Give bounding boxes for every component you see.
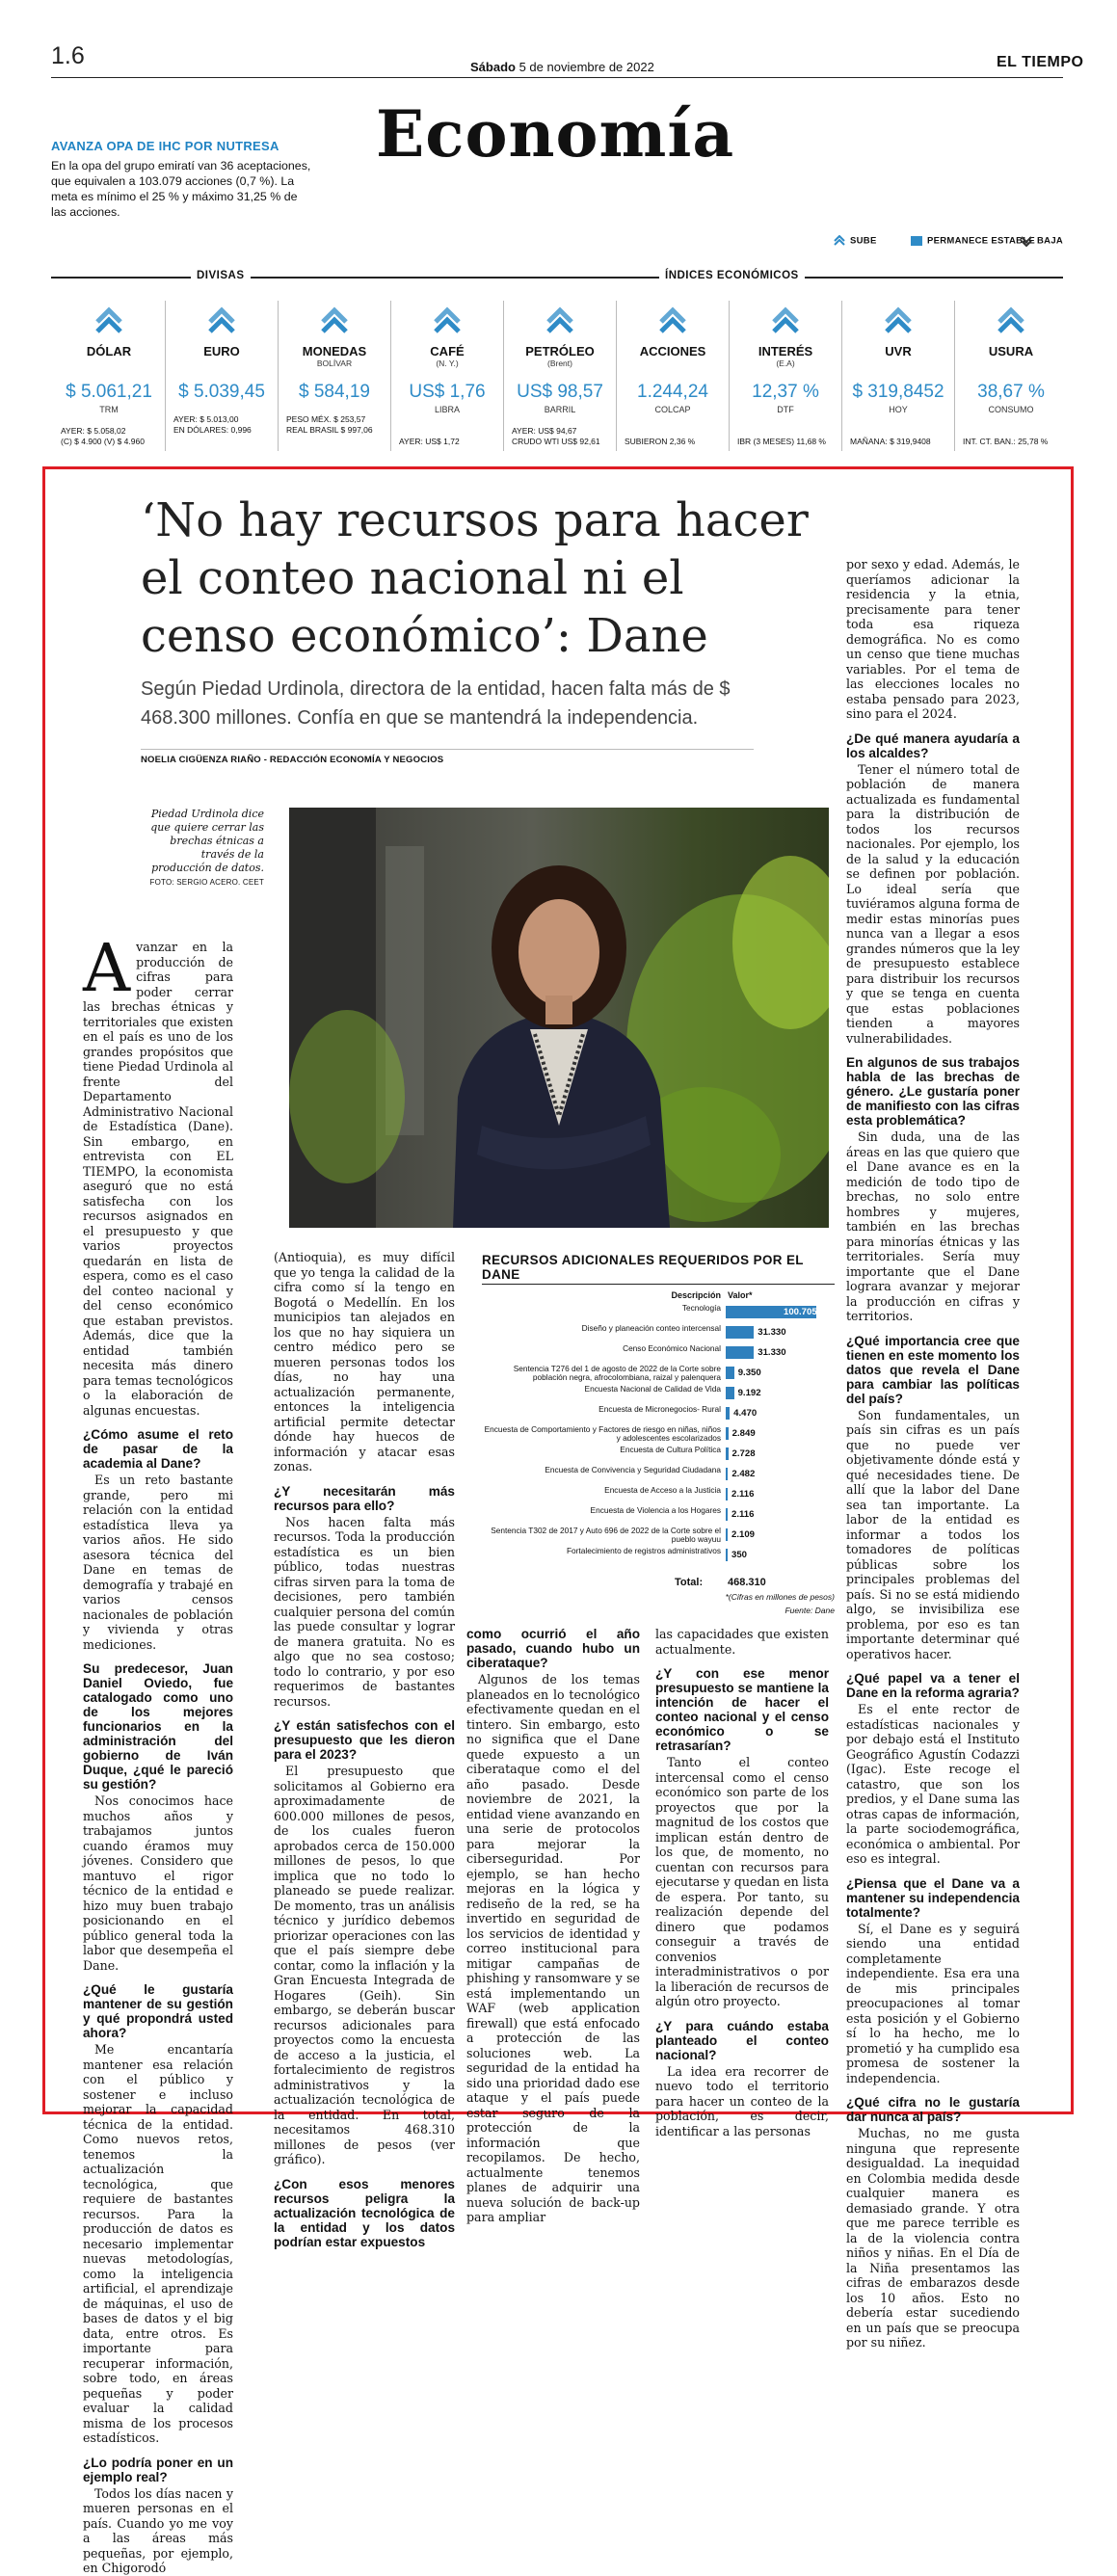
photo-caption: Piedad Urdinola dice que quiere cerrar las brechas étnicas a través de la producción de datos. FOTO: SERGIO ACERO. CEET	[149, 808, 264, 887]
body-paragraph: Me encantaría mantener esa relación con el público y sostener e incluso mejorar la capacidad técnica de la entidad. Como nuevos retos, tenemos la actualización tecnológica, que requiere de bastantes recursos. Para la producción de datos es necesario implementar nuevas metodologías, como la inteligencia artificial, el aprendizaje de máquinas, el uso de bases de datos y el big data, entre otros. Es importante para recuperar información, sobre todo, en áreas pequeñas y poder evaluar la calidad misma de los procesos estadísticos.	[83, 2042, 233, 2445]
chart-total-value: 468.310	[728, 1577, 766, 1588]
body-paragraph: Sin duda, una de las áreas en las que quiero que el Dane avance es en la medición de todo tipo de brechas, no solo entre hombres y mujeres, también en las brechas para minorías étnicas y las territoriales. Sería muy importante que el Dane lograra avanzar y mejorar la producción en cifras y territorios.	[846, 1129, 1020, 1323]
indicator-sub	[842, 359, 954, 368]
chart-category-label: Encuesta de Acceso a la Justicia	[604, 1485, 721, 1495]
question-heading: En algunos de sus trabajos habla de las brechas de género. ¿Le gustaría poner de manifiesto con las cifras esta problemática?	[846, 1055, 1020, 1128]
body-paragraph: Algunos de los temas planeados en lo tecnológico efectivamente quedan en el tintero. Sin embargo, esto no significa que el Dane quede expuesto a un ciberataque como el del año pasado. Desde noviembre de 2021, la entidad viene avanzando en una serie de protocolos para mejorar la ciberseguridad. Por ejemplo, se han hecho mejoras en la lógica y rediseño de la red, se ha invertido en seguridad de los servicios de identidad y correo institucional para mitigar campañas de phishing y ransomware y se está implementando un WAF (web application firewall) que está enfocado a protección de las soluciones web. La seguridad de la entidad ha sido una prioridad dado ese ataque y el país puede estar seguro de la protección de la información que recopilamos. De hecho, actualmente tenemos planes de adquirir una nueva solución de back-up para ampliar	[466, 1672, 640, 2224]
up-arrow-icon	[320, 306, 349, 335]
chart-row	[482, 1425, 835, 1446]
stable-icon	[910, 235, 923, 247]
chart-category-label: Encuesta de Convivencia y Seguridad Ciudadana	[545, 1465, 721, 1474]
chart-value-label: 2.116	[731, 1489, 755, 1500]
indicator-unit: BARRIL	[544, 405, 576, 414]
indicator-name: USURA	[988, 344, 1034, 359]
indicator-unit: CONSUMO	[988, 405, 1034, 414]
body-paragraph: Nos conocimos hace muchos años y trabajamos juntos cuando éramos muy jóvenes. Considero que mantuvo el rigor técnico de la entidad e hizo muy buen trabajo posicionando en el público general toda la labor que desempeña el Dane.	[83, 1793, 233, 1973]
chart-category-label: Censo Económico Nacional	[623, 1343, 721, 1353]
indicator-name: CAFÉ	[430, 344, 465, 359]
indicator-name: INTERÉS	[758, 344, 813, 359]
chart-col-value: Valor*	[728, 1290, 753, 1300]
indicator-1	[166, 301, 279, 451]
indicator-footnote: AYER: $ 5.013,00 EN DÓLARES: 0,996	[173, 414, 252, 435]
question-heading: ¿De qué manera ayudaría a los alcaldes?	[846, 730, 1020, 760]
question-heading: ¿Y necesitarán más recursos para ello?	[274, 1483, 455, 1513]
portrait-photo	[289, 808, 829, 1228]
chart-value-label: 9.350	[737, 1368, 761, 1378]
up-arrow-icon	[997, 306, 1025, 335]
chart-bar	[726, 1447, 729, 1460]
question-heading: Su predecesor, Juan Daniel Oviedo, fue catalogado como uno de los mejores funcionarios en la administración del gobierno de Iván Duque, ¿qué le pareció su gestión?	[83, 1661, 233, 1792]
up-arrow-icon	[658, 306, 687, 335]
down-arrow-icon	[1020, 235, 1033, 247]
indicator-footnote: MAÑANA: $ 319,9408	[850, 436, 931, 446]
indicator-name: MONEDAS	[302, 344, 367, 359]
indicator-5	[617, 301, 730, 451]
indicator-value: 38,67 %	[977, 382, 1045, 402]
chart-row	[482, 1547, 835, 1567]
drop-cap: A	[83, 931, 131, 1007]
up-arrow-icon	[884, 306, 913, 335]
indicator-sub	[166, 359, 278, 368]
resources-chart	[482, 1253, 835, 1615]
chart-category-label: Encuesta de Cultura Política	[620, 1445, 721, 1454]
chart-bar	[726, 1407, 730, 1420]
indicator-footnote: AYER: US$ 94,67 CRUDO WTI US$ 92,61	[512, 426, 600, 446]
newspaper-brand: EL TIEMPO	[997, 54, 1084, 70]
indicator-value: 1.244,24	[637, 382, 708, 402]
chart-row	[482, 1365, 835, 1385]
chart-total-label: Total:	[675, 1577, 704, 1588]
chart-row	[482, 1344, 835, 1365]
issue-date: Sábado 5 de noviembre de 2022	[470, 60, 654, 74]
indicator-sub	[955, 359, 1067, 368]
legend-stable: PERMANECE ESTABLE	[910, 235, 1035, 247]
promo-body: En la opa del grupo emiratí van 36 aceptaciones, que equivalen a 103.079 acciones (0,7 %). La meta es mínimo el 25 % y máximo 31,25 % de las acciones.	[51, 159, 311, 219]
body-paragraph: por sexo y edad. Además, le queríamos adicionar la residencia y la etnia, precisamente para tener toda esa riqueza demográfica. No es como un censo que tiene muchas variables. Por el tema de las elecciones locales no estaba pensado para 2023, sino para el 2024.	[846, 557, 1020, 721]
body-paragraph: La idea era recorrer de nuevo todo el territorio para hacer un conteo de la población, es decir, identificar a las personas	[655, 2063, 829, 2138]
chart-category-label: Sentencia T276 del 1 de agosto de 2022 de la Corte sobre población negra, afrocolombiana, raizal y palenquera	[513, 1364, 721, 1382]
question-heading: ¿Cómo asume el reto de pasar de la academia al Dane?	[83, 1427, 233, 1471]
chart-value-label: 2.482	[731, 1469, 756, 1479]
up-arrow-icon	[771, 306, 800, 335]
chart-category-label: Fortalecimiento de registros administrativos	[566, 1546, 721, 1555]
indicator-3	[391, 301, 504, 451]
indicator-footnote: SUBIERON 2,36 %	[625, 436, 696, 446]
article-column-3	[466, 1627, 640, 2225]
body-paragraph: Avanzar en la producción de cifras para poder cerrar las brechas étnicas y territoriales que existen en el país es uno de los grandes propósitos que tiene Piedad Urdinola al frente del Departamento Administrativo Nacional de Estadística (Dane). Sin embargo, en entrevista con EL TIEMPO, la economista aseguró que no está satisfecha con los recursos asignados en el presupuesto y que varios proyectos quedarán en lista de espera, como es el caso del conteo nacional y del censo económico que estaban previstos. Además, dice que la entidad también necesita más dinero para temas tecnológicos o la elaboración de algunas encuestas.	[83, 931, 233, 1418]
chart-value-label: 2.116	[731, 1509, 755, 1520]
chart-bar	[726, 1468, 728, 1480]
body-paragraph: (Antioquia), es muy difícil que yo tenga la calidad de la cifra como sí la tengo en Bogotá o Medellín. En los municipios tan alejados en los que no hay siquiera un centro médico pero se mueren personas todos los días, no hay una actualización permanente, entonces la inteligencia artificial permite detectar dónde hay huecos de información y atacar esas zonas.	[274, 1250, 455, 1474]
chart-bar	[726, 1346, 754, 1359]
portrait-illustration	[289, 808, 829, 1228]
chart-value-label: 2.109	[731, 1529, 756, 1540]
chart-rule	[482, 1284, 835, 1285]
chart-row	[482, 1486, 835, 1506]
indicator-unit: COLCAP	[654, 405, 691, 414]
body-paragraph: Muchas, no me gusta ninguna que represente desigualdad. La inequidad en Colombia medida desde cualquier manera es demasiado grande. Y otra que me parece terrible es la de la violencia contra niños y niñas. En el Día de la Niña presentamos las cifras de embarazos desde los 10 años. Esto no debería estar sucediendo en un país que se preocupa por su niñez.	[846, 2126, 1020, 2350]
indicator-footnote: AYER: $ 5.058,02 (C) $ 4.900 (V) $ 4.960	[61, 426, 145, 446]
chart-bar	[726, 1427, 729, 1440]
chart-note: *(Cifras en millones de pesos)	[725, 1592, 835, 1602]
question-heading: ¿Piensa que el Dane va a mantener su independencia totalmente?	[846, 1875, 1020, 1920]
chart-row	[482, 1324, 835, 1344]
body-paragraph: El presupuesto que solicitamos al Gobierno era aproximadamente de 600.000 millones de pesos, de los cuales fueron aprobados cerca de 150.000 millones de pesos, lo que implica que no todo lo planeado se puede realizar. De momento, tras un análisis técnico y jurídico debemos priorizar operaciones con las que el país siempre debe contar, como la inflación y la Gran Encuesta Integrada de Hogares (Geih). Sin embargo, se deberán buscar recursos adicionales para proyectos como la encuesta de acceso a la justicia, el fortalecimiento de registros administrativos y la actualización tecnológica de la entidad. En total, necesitamos 468.310 millones de pesos (ver gráfico).	[274, 1764, 455, 2166]
indicator-value: $ 584,19	[299, 382, 370, 402]
indicator-sub: (E.A)	[776, 359, 795, 368]
question-heading: ¿Y están satisfechos con el presupuesto que les dieron para el 2023?	[274, 1718, 455, 1762]
question-heading: ¿Qué papel va a tener el Dane en la reforma agraria?	[846, 1671, 1020, 1700]
indicator-footnote: AYER: US$ 1,72	[399, 436, 460, 446]
question-heading: ¿Y para cuándo estaba planteado el conteo nacional?	[655, 2018, 829, 2062]
indicator-name: UVR	[885, 344, 912, 359]
body-paragraph: Es el ente rector de estadísticas nacionales y por debajo está el Instituto Geográfico Agustín Codazzi (Igac). Este recoge el catastro, que son los predios, y el Dane suma las otras capas de información, la parte sociodemográfica, económica o ambiental. Por eso es integral.	[846, 1702, 1020, 1866]
band-indices: ÍNDICES ECONÓMICOS	[659, 270, 805, 281]
up-arrow-icon	[94, 306, 123, 335]
section-title: Economía	[376, 96, 735, 172]
band-divisas: DIVISAS	[191, 270, 251, 281]
indicator-2	[279, 301, 391, 451]
up-arrow-icon	[207, 306, 236, 335]
chart-value-label: 100.705	[784, 1307, 817, 1317]
chart-value-label: 350	[731, 1550, 748, 1560]
indicator-7	[842, 301, 955, 451]
chart-value-label: 31.330	[758, 1327, 786, 1338]
page-number: 1.6	[51, 42, 85, 69]
photo-credit: FOTO: SERGIO ACERO. CEET	[149, 878, 264, 887]
indicator-sub	[53, 359, 165, 368]
body-paragraph: Sí, el Dane es y seguirá siendo una entidad completamente independiente. Esa era una de mis principales preocupaciones al tomar esta posición y el Gobierno sí lo ha hecho, me lo prometió y ha cumplido esa promesa de sostener la independencia.	[846, 1921, 1020, 2085]
chart-category-label: Encuesta de Violencia a los Hogares	[590, 1505, 721, 1515]
indicator-value: US$ 1,76	[409, 382, 486, 402]
chart-bar	[726, 1549, 728, 1561]
up-arrow-icon	[545, 306, 574, 335]
chart-row	[482, 1304, 835, 1324]
indicator-0	[53, 301, 166, 451]
question-heading: ¿Con esos menores recursos peligra la actualización tecnológica de la entidad y los datos podrían estar expuestos	[274, 2176, 455, 2249]
chart-category-label: Diseño y planeación conteo intercensal	[581, 1323, 721, 1333]
chart-row	[482, 1385, 835, 1405]
indicator-value: US$ 98,57	[517, 382, 603, 402]
chart-row	[482, 1405, 835, 1425]
up-arrow-icon	[433, 306, 462, 335]
chart-bar	[726, 1326, 754, 1339]
indicator-sub	[617, 359, 729, 368]
indicator-unit: LIBRA	[434, 405, 460, 414]
chart-value-label: 4.470	[733, 1408, 758, 1419]
headline: ‘No hay recursos para hacer el conteo nacional ni el censo económico’: Dane	[141, 493, 809, 663]
indicator-footnote: PESO MÉX. $ 253,57 REAL BRASIL $ 997,06	[286, 414, 373, 435]
chart-row	[482, 1527, 835, 1547]
chart-category-label: Encuesta de Comportamiento y Factores de riesgo en niñas, niños y adolescentes escolarizados	[484, 1424, 721, 1443]
chart-category-label: Encuesta Nacional de Calidad de Vida	[584, 1384, 721, 1394]
article-column-4	[655, 1627, 829, 2138]
chart-bar	[726, 1387, 734, 1399]
body-paragraph: Todos los días nacen y mueren personas en el país. Cuando yo me voy a las áreas más pequeñas, por ejemplo, en Chigorodó	[83, 2485, 233, 2575]
body-paragraph: Tanto el conteo intercensal como el censo económico son parte de los proyectos que por la magnitud de los costos que implican están dentro de los que, de momento, no cuentan con recursos para ejecutarse y quedan en lista de espera. Por tanto, su realización depende del dinero que podamos conseguir a través de convenios interadministrativos o por la liberación de recursos de algún otro proyecto.	[655, 1755, 829, 2008]
chart-bar	[726, 1528, 728, 1541]
indicator-unit: DTF	[777, 405, 794, 414]
dek: Según Piedad Urdinola, directora de la entidad, hacen falta más de $ 468.300 millones. Confía en que se mantendrá la independencia.	[141, 678, 731, 729]
legend-up: SUBE	[833, 235, 877, 247]
question-heading: ¿Y con ese menor presupuesto se mantiene la intención de hacer el conteo nacional y el censo económico o se retrasarían?	[655, 1666, 829, 1753]
question-heading: ¿Qué cifra no le gustaría dar nunca al país?	[846, 2095, 1020, 2124]
article-column-5	[846, 557, 1020, 2350]
indicator-value: 12,37 %	[752, 382, 819, 402]
chart-value-label: 2.728	[731, 1448, 756, 1459]
byline-rule	[141, 749, 754, 750]
indicator-sub: BOLÍVAR	[316, 359, 353, 368]
article-column-1	[83, 931, 233, 2576]
question-heading: como ocurrió el año pasado, cuando hubo un ciberataque?	[466, 1627, 640, 1670]
up-arrow-icon	[833, 235, 846, 247]
indicator-name: DÓLAR	[86, 344, 132, 359]
chart-bar	[726, 1367, 734, 1379]
chart-header	[482, 1290, 835, 1304]
chart-row	[482, 1466, 835, 1486]
article-column-2	[274, 1250, 455, 2251]
indicator-6	[730, 301, 842, 451]
indicator-sub: (N. Y.)	[436, 359, 459, 368]
chart-category-label: Tecnología	[681, 1303, 721, 1313]
chart-col-desc: Descripción	[671, 1290, 721, 1300]
chart-row	[482, 1446, 835, 1466]
indicator-footnote: IBR (3 MESES) 11,68 %	[737, 436, 826, 446]
chart-source: Fuente: Dane	[785, 1606, 835, 1615]
indicator-sub: (Brent)	[547, 359, 572, 368]
indicator-value: $ 5.039,45	[178, 382, 265, 402]
promo-title: AVANZA OPA DE IHC POR NUTRESA	[51, 139, 279, 153]
chart-category-label: Sentencia T302 de 2017 y Auto 696 de 2022 de la Corte sobre el pueblo wayuu	[491, 1526, 721, 1544]
chart-bar	[726, 1488, 728, 1500]
indicator-name: EURO	[203, 344, 240, 359]
indicator-4	[504, 301, 617, 451]
indicator-value: $ 5.061,21	[66, 382, 152, 402]
body-paragraph: Nos hacen falta más recursos. Toda la producción estadística es un bien público, todas nuestras cifras sirven para la toma de decisiones, pero también cualquier persona del común las puede consultar y lograr de manera gratuita. No es algo que no sea costoso; todo lo contrario, y por eso requerimos de bastantes recursos.	[274, 1514, 455, 1709]
indicator-unit: TRM	[99, 405, 119, 414]
indicator-value: $ 319,8452	[852, 382, 944, 402]
top-rule	[51, 77, 1063, 78]
body-paragraph: Son fundamentales, un país sin cifras es un país que no puede ver objetivamente dónde está y qué necesidades tiene. De allí que la labor del Dane sea tan importante. La labor de la entidad es informar a todos los tomadores de políticas públicas sobre los principales problemas del país. Si no se está midiendo algo, se invisibiliza ese problema, por eso es tan importante determinar qué operativos hacer.	[846, 1407, 1020, 1661]
indicator-name: ACCIONES	[639, 344, 706, 359]
question-heading: ¿Qué le gustaría mantener de su gestión y qué propondrá usted ahora?	[83, 1982, 233, 2040]
indicator-unit: HOY	[889, 405, 908, 414]
chart-rows	[482, 1303, 835, 1615]
chart-bar	[726, 1508, 728, 1521]
body-paragraph: las capacidades que existen actualmente.	[655, 1627, 829, 1657]
question-heading: ¿Lo podría poner en un ejemplo real?	[83, 2455, 233, 2484]
byline: NOELIA CIGÜENZA RIAÑO - REDACCIÓN ECONOMÍA Y NEGOCIOS	[141, 755, 444, 765]
chart-value-label: 31.330	[758, 1347, 786, 1358]
chart-value-label: 2.849	[731, 1428, 756, 1439]
body-paragraph: Es un reto bastante grande, pero mi relación con la entidad estadística lleva ya varios años. He sido asesora técnica del Dane en temas de demografía y trabajé en varios censos nacionales de población y vivienda y otras mediciones.	[83, 1473, 233, 1652]
indicator-8	[955, 301, 1067, 451]
question-heading: ¿Qué importancia cree que tienen en este momento los datos que revela el Dane para cambiar las políticas del país?	[846, 1333, 1020, 1406]
indicator-name: PETRÓLEO	[525, 344, 595, 359]
chart-title: RECURSOS ADICIONALES REQUERIDOS POR EL DANE	[482, 1253, 804, 1282]
chart-value-label: 9.192	[737, 1388, 761, 1398]
indicator-footnote: INT. CT. BAN.: 25,78 %	[963, 436, 1049, 446]
body-paragraph: Tener el número total de población de manera actualizada es fundamental para la distribución de todos los recursos nacionales. Por ejemplo, los de la salud y la educación se definen por población. Lo ideal sería que tuviéramos alguna forma de medir estas minorías pues nunca van a llegar a esos grandes números que la ley de presupuesto establece para distribuir los recursos y que se tenga en cuenta que estas poblaciones tienden a mayores vulnerabilidades.	[846, 761, 1020, 1046]
legend-down: BAJA	[1020, 235, 1063, 247]
chart-row	[482, 1506, 835, 1527]
chart-category-label: Encuesta de Micronegocios- Rural	[598, 1404, 721, 1414]
